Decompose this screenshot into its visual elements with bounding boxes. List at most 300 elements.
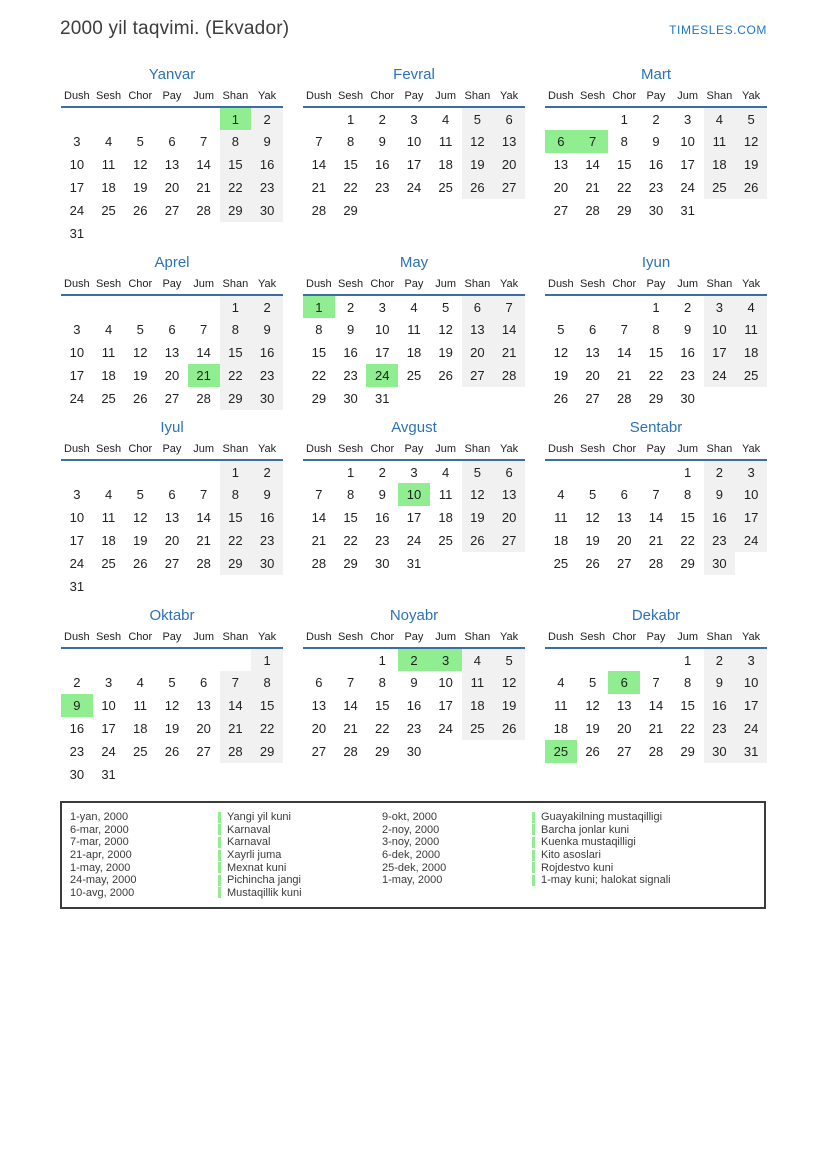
day-cell[interactable]: 7 [220,671,252,694]
day-cell[interactable]: 29 [343,203,358,218]
day-cell[interactable]: 4 [557,675,565,690]
day-cell[interactable]: 6 [493,107,525,130]
day-cell[interactable]: 23 [375,180,390,195]
day-cell[interactable]: 25 [101,203,116,218]
day-cell[interactable]: 21 [343,721,358,736]
day-cell[interactable]: 5 [442,299,450,315]
day-cell[interactable]: 8 [220,483,252,506]
day-cell[interactable]: 13 [493,130,525,153]
day-cell[interactable]: 9 [410,675,418,690]
day-cell[interactable]: 13 [462,318,494,341]
day-cell[interactable]: 23 [680,368,695,383]
day-cell[interactable]: 1 [220,295,252,318]
day-cell[interactable]: 31 [69,226,85,241]
day-cell[interactable]: 18 [704,153,736,176]
day-cell[interactable]: 22 [220,176,252,199]
day-cell[interactable]: 15 [343,510,358,525]
day-cell[interactable]: 28 [648,744,664,759]
day-cell[interactable]: 6 [200,675,208,690]
day-cell[interactable]: 7 [200,134,208,149]
day-cell[interactable]: 3 [735,648,767,671]
day-cell[interactable]: 30 [406,744,422,759]
day-cell[interactable]: 22 [617,180,632,195]
day-cell[interactable]: 12 [553,345,569,360]
day-cell[interactable]: 18 [553,533,569,548]
day-cell[interactable]: 25 [545,740,577,763]
day-cell[interactable]: 11 [438,487,453,502]
day-cell[interactable]: 27 [617,744,632,759]
day-cell[interactable]: 7 [315,487,323,502]
day-cell[interactable]: 14 [343,698,358,713]
day-cell[interactable]: 12 [133,510,148,525]
day-cell[interactable]: 10 [704,318,736,341]
day-cell[interactable]: 7 [346,675,355,690]
day-cell[interactable]: 3 [684,111,692,127]
day-cell[interactable]: 2 [251,460,283,483]
day-cell[interactable]: 15 [343,157,358,172]
day-cell[interactable]: 22 [251,717,283,740]
day-cell[interactable]: 23 [406,721,422,736]
day-cell[interactable]: 21 [493,341,525,364]
day-cell[interactable]: 18 [101,533,116,548]
day-cell[interactable]: 8 [346,487,355,502]
day-cell[interactable]: 25 [101,391,116,406]
day-cell[interactable]: 30 [704,740,736,763]
day-cell[interactable]: 31 [375,391,390,406]
day-cell[interactable]: 4 [442,464,450,480]
day-cell[interactable]: 22 [220,364,252,387]
day-cell[interactable]: 11 [101,157,116,172]
day-cell[interactable]: 22 [648,368,664,383]
day-cell[interactable]: 20 [493,506,525,529]
day-cell[interactable]: 17 [406,157,422,172]
day-cell[interactable]: 6 [315,675,323,690]
day-cell[interactable]: 14 [617,345,632,360]
day-cell[interactable]: 4 [557,487,565,502]
day-cell[interactable]: 22 [311,368,327,383]
day-cell[interactable]: 19 [553,368,569,383]
day-cell[interactable]: 21 [311,533,327,548]
day-cell[interactable]: 13 [311,698,327,713]
day-cell[interactable]: 23 [704,717,736,740]
day-cell[interactable]: 9 [61,694,93,717]
day-cell[interactable]: 31 [101,767,116,782]
day-cell[interactable]: 14 [220,694,252,717]
day-cell[interactable]: 22 [343,180,358,195]
day-cell[interactable]: 21 [648,533,664,548]
day-cell[interactable]: 23 [69,744,85,759]
day-cell[interactable]: 7 [315,134,323,149]
day-cell[interactable]: 11 [704,130,736,153]
day-cell[interactable]: 8 [346,134,355,149]
day-cell[interactable]: 11 [101,510,116,525]
day-cell[interactable]: 24 [69,556,85,571]
day-cell[interactable]: 1 [220,107,252,130]
day-cell[interactable]: 12 [164,698,180,713]
day-cell[interactable]: 26 [462,176,494,199]
day-cell[interactable]: 27 [462,364,494,387]
day-cell[interactable]: 15 [251,694,283,717]
day-cell[interactable]: 10 [735,483,767,506]
day-cell[interactable]: 3 [704,295,736,318]
day-cell[interactable]: 22 [680,721,695,736]
day-cell[interactable]: 5 [735,107,767,130]
day-cell[interactable]: 24 [406,533,422,548]
day-cell[interactable]: 21 [196,180,211,195]
day-cell[interactable]: 9 [378,487,386,502]
day-cell[interactable]: 12 [438,322,453,337]
day-cell[interactable]: 27 [164,556,180,571]
day-cell[interactable]: 26 [735,176,767,199]
day-cell[interactable]: 25 [406,368,422,383]
day-cell[interactable]: 29 [220,387,252,410]
day-cell[interactable]: 21 [311,180,327,195]
day-cell[interactable]: 18 [438,157,453,172]
day-cell[interactable]: 19 [133,533,148,548]
day-cell[interactable]: 25 [133,744,148,759]
day-cell[interactable]: 9 [251,130,283,153]
day-cell[interactable]: 28 [311,203,327,218]
day-cell[interactable]: 25 [704,176,736,199]
day-cell[interactable]: 28 [493,364,525,387]
day-cell[interactable]: 3 [73,487,81,502]
day-cell[interactable]: 21 [585,180,600,195]
day-cell[interactable]: 24 [101,744,116,759]
day-cell[interactable]: 23 [375,533,390,548]
day-cell[interactable]: 13 [553,157,569,172]
day-cell[interactable]: 28 [220,740,252,763]
day-cell[interactable]: 17 [704,341,736,364]
day-cell[interactable]: 16 [648,157,664,172]
day-cell[interactable]: 26 [133,391,148,406]
day-cell[interactable]: 29 [220,199,252,222]
day-cell[interactable]: 4 [104,487,113,502]
day-cell[interactable]: 28 [196,556,211,571]
day-cell[interactable]: 2 [346,299,355,315]
day-cell[interactable]: 19 [133,180,148,195]
day-cell[interactable]: 4 [410,299,418,315]
day-cell[interactable]: 21 [188,364,220,387]
day-cell[interactable]: 6 [608,671,640,694]
day-cell[interactable]: 24 [704,364,736,387]
day-cell[interactable]: 18 [133,721,148,736]
day-cell[interactable]: 23 [648,180,664,195]
day-cell[interactable]: 27 [585,391,600,406]
day-cell[interactable]: 11 [101,345,116,360]
day-cell[interactable]: 9 [346,322,355,337]
day-cell[interactable]: 29 [617,203,632,218]
day-cell[interactable]: 3 [73,134,81,149]
day-cell[interactable]: 12 [133,157,148,172]
day-cell[interactable]: 23 [704,529,736,552]
day-cell[interactable]: 13 [617,510,632,525]
day-cell[interactable]: 15 [220,341,252,364]
day-cell[interactable]: 10 [680,134,695,149]
site-link[interactable]: TIMESLES.COM [669,23,767,37]
day-cell[interactable]: 2 [704,460,736,483]
day-cell[interactable]: 19 [585,721,600,736]
day-cell[interactable]: 28 [648,556,664,571]
day-cell[interactable]: 16 [375,510,390,525]
day-cell[interactable]: 11 [133,698,147,713]
day-cell[interactable]: 26 [553,391,569,406]
day-cell[interactable]: 17 [69,368,85,383]
day-cell[interactable]: 2 [378,464,386,480]
day-cell[interactable]: 12 [462,130,494,153]
day-cell[interactable]: 24 [69,391,85,406]
day-cell[interactable]: 10 [735,671,767,694]
day-cell[interactable]: 9 [704,671,736,694]
day-cell[interactable]: 5 [136,487,144,502]
day-cell[interactable]: 30 [251,552,283,575]
day-cell[interactable]: 20 [617,721,632,736]
day-cell[interactable]: 5 [557,322,565,337]
day-cell[interactable]: 25 [438,180,453,195]
day-cell[interactable]: 15 [617,157,632,172]
day-cell[interactable]: 7 [200,487,208,502]
day-cell[interactable]: 26 [438,368,453,383]
day-cell[interactable]: 10 [406,134,422,149]
day-cell[interactable]: 11 [554,510,568,525]
day-cell[interactable]: 27 [164,203,180,218]
day-cell[interactable]: 11 [462,671,494,694]
day-cell[interactable]: 12 [462,483,494,506]
day-cell[interactable]: 5 [588,675,597,690]
day-cell[interactable]: 24 [406,180,422,195]
day-cell[interactable]: 5 [462,460,494,483]
day-cell[interactable]: 19 [164,721,180,736]
day-cell[interactable]: 16 [704,506,736,529]
day-cell[interactable]: 4 [104,322,113,337]
day-cell[interactable]: 10 [375,322,390,337]
day-cell[interactable]: 17 [375,345,390,360]
day-cell[interactable]: 16 [251,153,283,176]
day-cell[interactable]: 9 [251,318,283,341]
day-cell[interactable]: 16 [704,694,736,717]
day-cell[interactable]: 11 [735,318,767,341]
day-cell[interactable]: 27 [493,529,525,552]
day-cell[interactable]: 27 [553,203,569,218]
day-cell[interactable]: 2 [704,648,736,671]
day-cell[interactable]: 31 [735,740,767,763]
day-cell[interactable]: 24 [735,529,767,552]
day-cell[interactable]: 29 [220,552,252,575]
day-cell[interactable]: 9 [684,322,692,337]
day-cell[interactable]: 8 [220,130,252,153]
day-cell[interactable]: 20 [164,533,180,548]
day-cell[interactable]: 23 [343,368,358,383]
day-cell[interactable]: 30 [680,391,695,406]
day-cell[interactable]: 28 [585,203,600,218]
day-cell[interactable]: 10 [398,483,430,506]
day-cell[interactable]: 14 [648,698,664,713]
day-cell[interactable]: 29 [375,744,390,759]
day-cell[interactable]: 1 [378,652,386,668]
day-cell[interactable]: 6 [545,130,577,153]
day-cell[interactable]: 31 [69,579,85,594]
day-cell[interactable]: 7 [493,295,525,318]
day-cell[interactable]: 9 [652,134,660,149]
day-cell[interactable]: 8 [315,322,323,337]
day-cell[interactable]: 2 [251,107,283,130]
day-cell[interactable]: 7 [577,130,609,153]
day-cell[interactable]: 20 [196,721,211,736]
day-cell[interactable]: 17 [438,698,453,713]
day-cell[interactable]: 9 [704,483,736,506]
day-cell[interactable]: 18 [101,180,116,195]
day-cell[interactable]: 18 [553,721,569,736]
day-cell[interactable]: 11 [438,134,453,149]
day-cell[interactable]: 13 [617,698,632,713]
day-cell[interactable]: 19 [462,506,494,529]
day-cell[interactable]: 25 [438,533,453,548]
day-cell[interactable]: 30 [343,391,358,406]
day-cell[interactable]: 18 [735,341,767,364]
day-cell[interactable]: 29 [680,744,695,759]
day-cell[interactable]: 20 [164,180,180,195]
day-cell[interactable]: 29 [343,556,358,571]
day-cell[interactable]: 7 [652,675,660,690]
day-cell[interactable]: 30 [251,199,283,222]
day-cell[interactable]: 27 [311,744,327,759]
day-cell[interactable]: 20 [462,341,494,364]
day-cell[interactable]: 8 [620,134,628,149]
day-cell[interactable]: 26 [133,203,148,218]
day-cell[interactable]: 1 [303,295,335,318]
day-cell[interactable]: 24 [680,180,695,195]
day-cell[interactable]: 4 [735,295,767,318]
day-cell[interactable]: 19 [438,345,453,360]
day-cell[interactable]: 25 [553,556,569,571]
day-cell[interactable]: 16 [69,721,85,736]
day-cell[interactable]: 20 [493,153,525,176]
day-cell[interactable]: 16 [251,506,283,529]
day-cell[interactable]: 18 [438,510,453,525]
day-cell[interactable]: 25 [735,364,767,387]
day-cell[interactable]: 7 [652,487,660,502]
day-cell[interactable]: 1 [620,111,628,127]
day-cell[interactable]: 1 [684,464,692,480]
day-cell[interactable]: 17 [101,721,116,736]
day-cell[interactable]: 10 [69,157,85,172]
day-cell[interactable]: 17 [406,510,422,525]
day-cell[interactable]: 29 [251,740,283,763]
day-cell[interactable]: 25 [101,556,116,571]
day-cell[interactable]: 28 [196,391,211,406]
day-cell[interactable]: 30 [251,387,283,410]
day-cell[interactable]: 17 [69,533,85,548]
day-cell[interactable]: 21 [648,721,664,736]
day-cell[interactable]: 12 [585,510,600,525]
day-cell[interactable]: 28 [196,203,211,218]
day-cell[interactable]: 14 [311,510,327,525]
day-cell[interactable]: 15 [375,698,390,713]
day-cell[interactable]: 5 [136,322,144,337]
day-cell[interactable]: 30 [704,552,736,575]
day-cell[interactable]: 6 [168,134,176,149]
day-cell[interactable]: 14 [196,510,211,525]
day-cell[interactable]: 7 [620,322,628,337]
day-cell[interactable]: 4 [704,107,736,130]
day-cell[interactable]: 14 [311,157,327,172]
day-cell[interactable]: 28 [311,556,327,571]
day-cell[interactable]: 14 [493,318,525,341]
day-cell[interactable]: 18 [462,694,494,717]
day-cell[interactable]: 22 [680,533,695,548]
day-cell[interactable]: 13 [164,510,180,525]
day-cell[interactable]: 12 [493,671,525,694]
day-cell[interactable]: 10 [101,698,116,713]
day-cell[interactable]: 9 [378,134,386,149]
day-cell[interactable]: 26 [585,556,600,571]
day-cell[interactable]: 29 [311,391,327,406]
day-cell[interactable]: 2 [652,111,660,127]
day-cell[interactable]: 8 [684,675,692,690]
day-cell[interactable]: 1 [346,111,355,127]
day-cell[interactable]: 26 [462,529,494,552]
day-cell[interactable]: 11 [554,698,568,713]
day-cell[interactable]: 7 [200,322,208,337]
day-cell[interactable]: 19 [133,368,148,383]
day-cell[interactable]: 1 [684,652,692,668]
day-cell[interactable]: 3 [410,111,418,127]
day-cell[interactable]: 12 [133,345,148,360]
day-cell[interactable]: 2 [684,299,692,315]
day-cell[interactable]: 13 [196,698,211,713]
day-cell[interactable]: 1 [346,464,355,480]
day-cell[interactable]: 15 [680,698,695,713]
day-cell[interactable]: 17 [735,506,767,529]
day-cell[interactable]: 19 [585,533,600,548]
day-cell[interactable]: 15 [220,506,252,529]
day-cell[interactable]: 22 [375,721,390,736]
day-cell[interactable]: 30 [375,556,390,571]
day-cell[interactable]: 28 [617,391,632,406]
day-cell[interactable]: 17 [680,157,695,172]
day-cell[interactable]: 16 [406,698,422,713]
day-cell[interactable]: 1 [220,460,252,483]
day-cell[interactable]: 16 [343,345,358,360]
day-cell[interactable]: 1 [652,299,660,315]
day-cell[interactable]: 15 [311,345,327,360]
day-cell[interactable]: 2 [378,111,386,127]
day-cell[interactable]: 20 [164,368,180,383]
day-cell[interactable]: 12 [735,130,767,153]
day-cell[interactable]: 31 [406,556,422,571]
day-cell[interactable]: 16 [680,345,695,360]
day-cell[interactable]: 16 [251,341,283,364]
day-cell[interactable]: 10 [438,675,453,690]
day-cell[interactable]: 30 [648,203,664,218]
day-cell[interactable]: 24 [69,203,85,218]
day-cell[interactable]: 5 [462,107,494,130]
day-cell[interactable]: 6 [493,460,525,483]
day-cell[interactable]: 2 [73,675,81,690]
day-cell[interactable]: 28 [343,744,358,759]
day-cell[interactable]: 15 [220,153,252,176]
day-cell[interactable]: 27 [493,176,525,199]
day-cell[interactable]: 31 [680,203,695,218]
day-cell[interactable]: 26 [493,717,525,740]
day-cell[interactable]: 8 [220,318,252,341]
day-cell[interactable]: 6 [588,322,597,337]
day-cell[interactable]: 21 [196,533,211,548]
day-cell[interactable]: 8 [652,322,660,337]
day-cell[interactable]: 22 [343,533,358,548]
day-cell[interactable]: 19 [462,153,494,176]
day-cell[interactable]: 3 [378,299,386,315]
day-cell[interactable]: 8 [684,487,692,502]
